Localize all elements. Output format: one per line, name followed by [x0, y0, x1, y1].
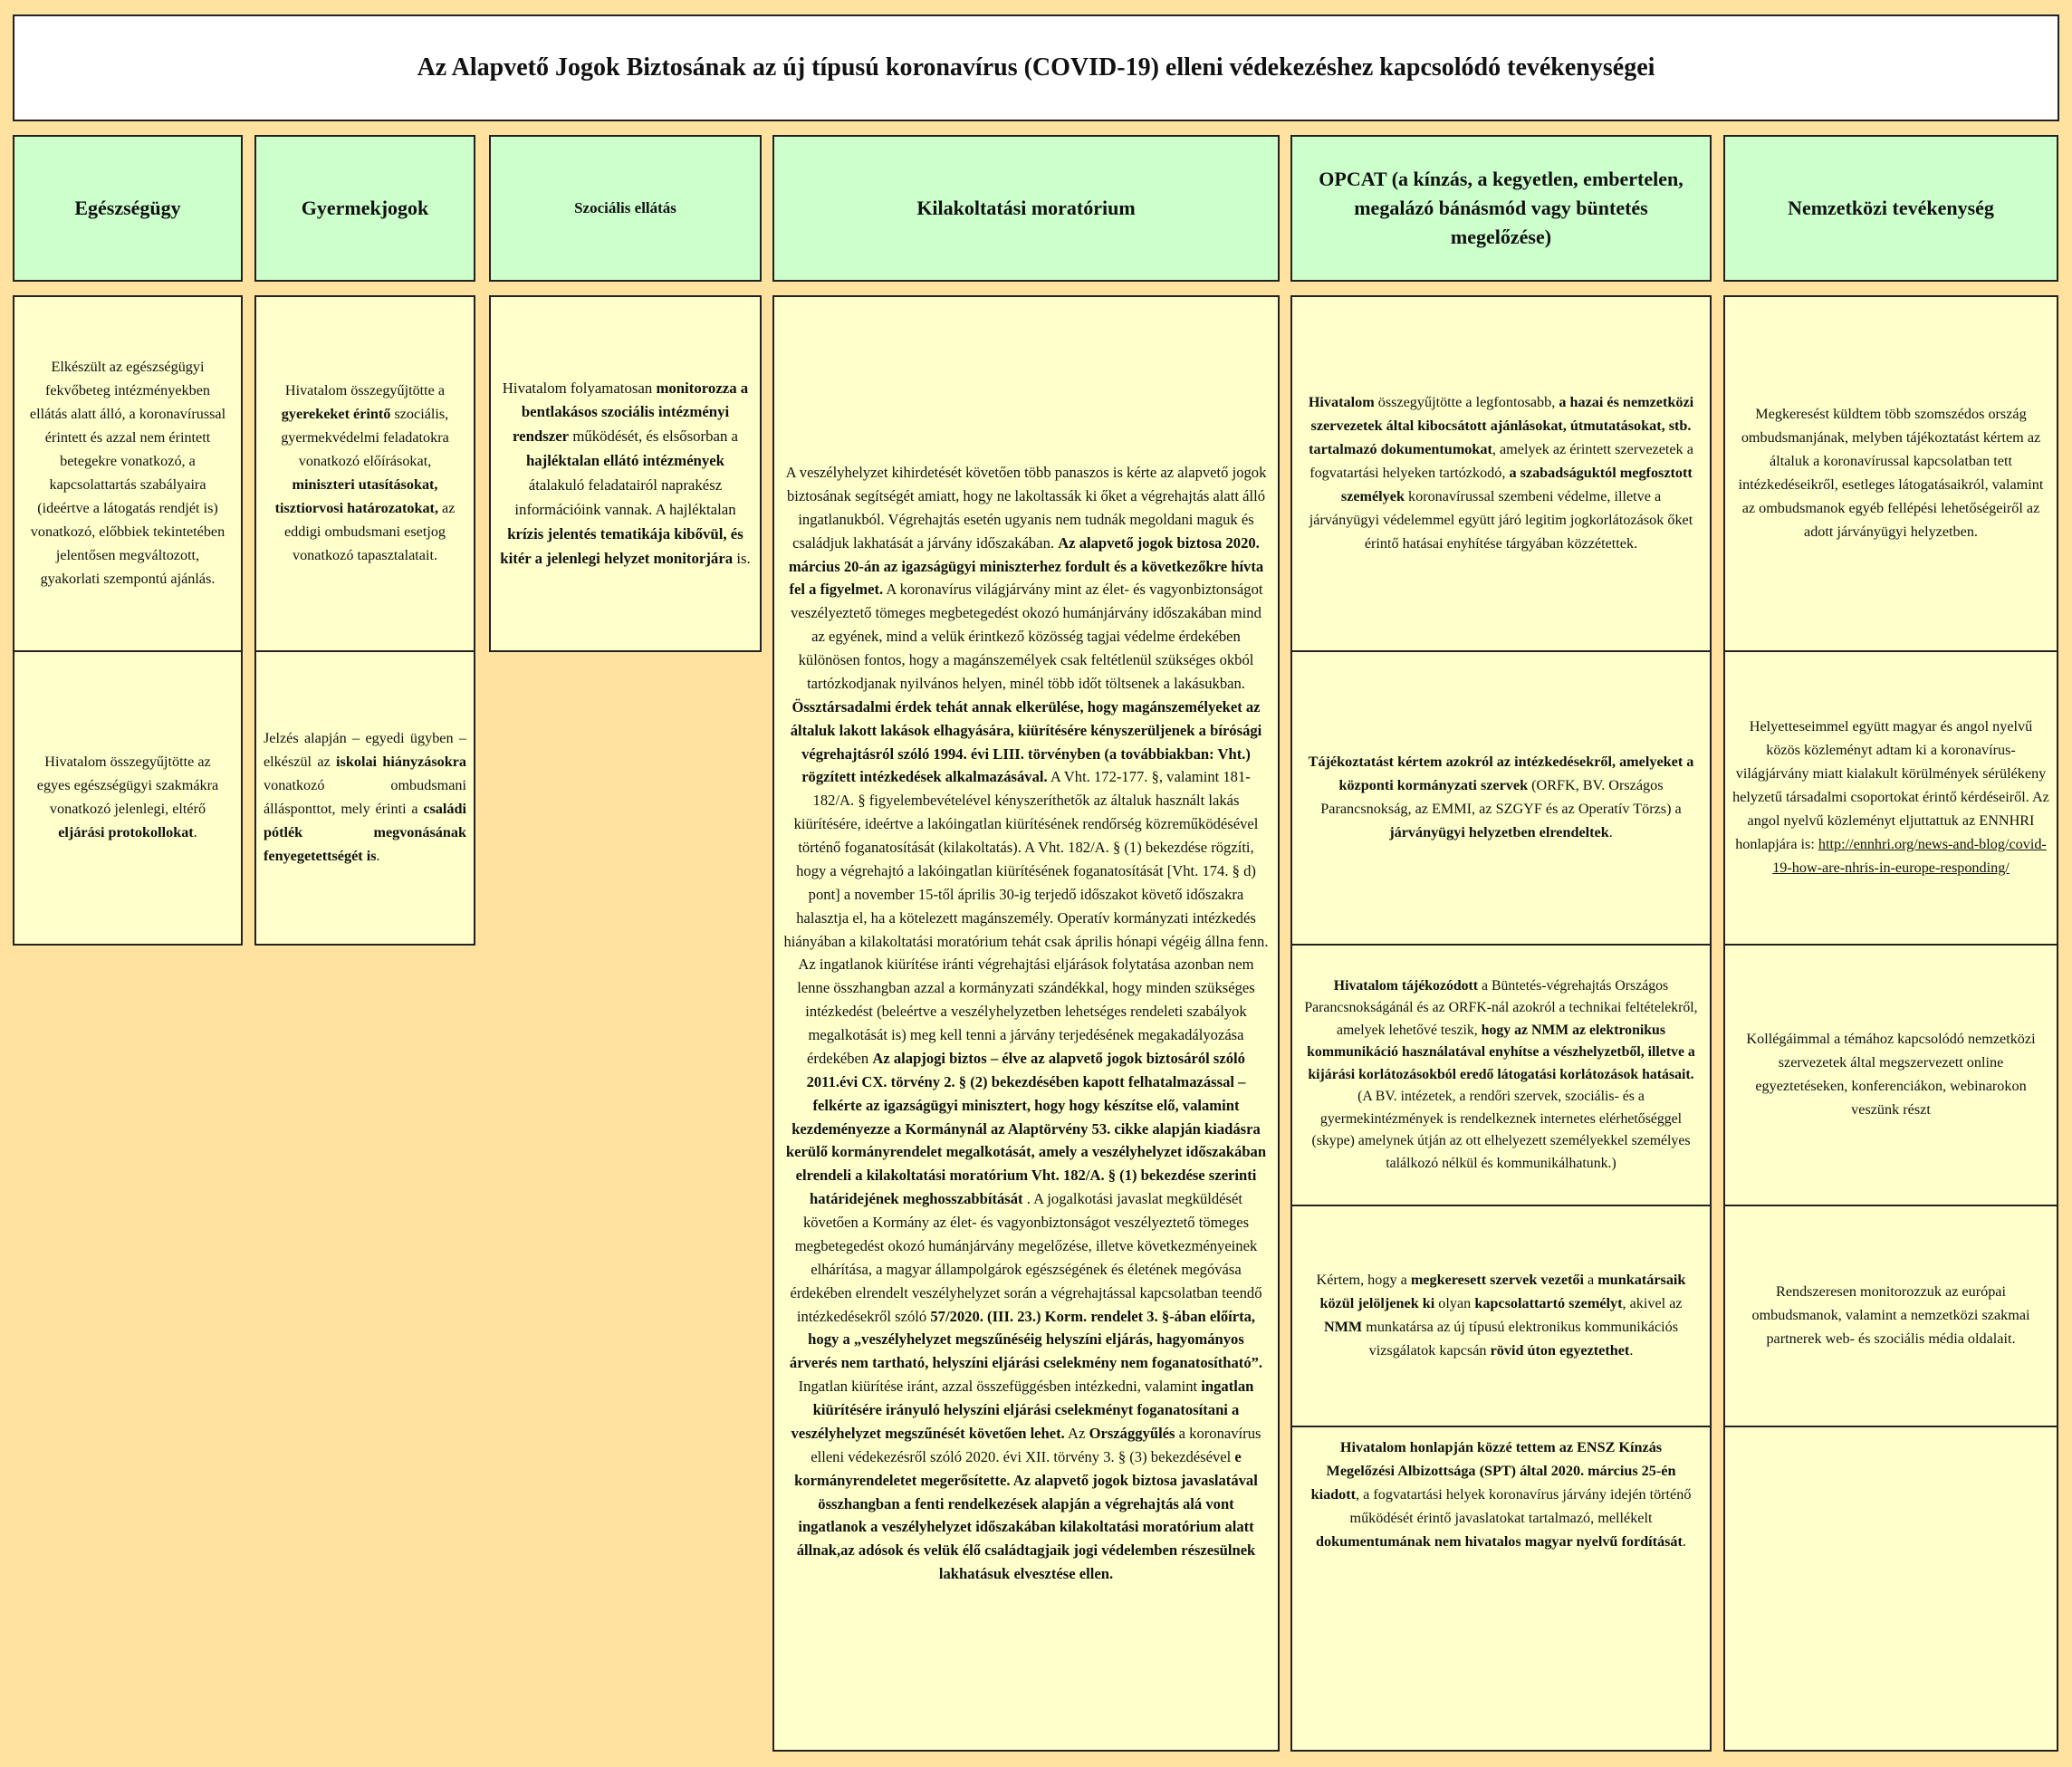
opcat-cell-2 [1290, 650, 1712, 946]
children-text-1: Hivatalom összegyűjtötte a gyerekeket érintő szociális, gyermekvédelmi feladatokra vonatkozó előírásokat, miniszteri utasításokat, tisztiorvosi határozatokat, az eddigi ombudsmani esetjog vonatkozó tapasztalatait. [274, 382, 456, 563]
international-cell-2 [1723, 650, 2058, 946]
opcat-text-3: Hivatalom tájékozódott a Büntetés-végrehajtás Országos Parancsnokságánál és az ORFK-nál azokról a technikai feltételekről, amelyek lehetővé teszik, hogy az NMM az elektronikus kommunikáció használatával enyhítse a vészhelyzetből, illetve a kijárási korlátozásokból eredő látogatási korlátozások hatásait. (A BV. intézetek, a rendőri szervek, szociális- és a gyermekintézmények is rendelkeznek internetes elérhetőséggel (skype) amelynek útján az ott elhelyezett személyekkel személyes találkozó nélkül és kommunikálhatunk.) [1304, 977, 1698, 1171]
international-text-4: Rendszeresen monitorozzuk az európai ombudsmanok, valamint a nemzetközi szakmai partnerek web- és szociális média oldalait. [1751, 1283, 2030, 1347]
international-text-1: Megkeresést küldtem több szomszédos ország ombudsmanjának, melyben tájékoztatást kértem az általuk a koronavírussal kapcsolatban tett intézkedéseikről, esetleges látogatásaikról, valamint az ombudsmanok egyéb fellépési lehetőségeiről az adott járványügyi helyzetben. [1738, 406, 2044, 540]
header-international-label: Nemzetközi tevékenység [1788, 197, 1994, 219]
header-health [13, 135, 243, 282]
social-cell-1 [489, 295, 762, 652]
social-text-1: Hivatalom folyamatosan monitorozza a bentlakásos szociális intézményi rendszer működését, és elsősorban a hajléktalan ellátó intézmények átalakuló feladatairól naprakész információink vannak. A hajléktalan krízis jelentés tematikája kibővül, és kitér a jelenlegi helyzet monitorjára is. [500, 379, 751, 567]
opcat-text-4: Kértem, hogy a megkeresett szervek vezetői a munkatársaik közül jelöljenek ki olyan kapcsolattartó személyt, akivel az NMM munkatársa az új típusú elektronikus kommunikációs vizsgálatok kapcsán rövid úton egyeztethet. [1316, 1272, 1686, 1359]
health-text-2: Hivatalom összegyűjtötte az egyes egészségügyi szakmákra vonatkozó jelenlegi, eltérő eljárási protokollokat. [36, 754, 219, 840]
international-cell-3 [1723, 944, 2058, 1206]
opcat-cell-1 [1290, 295, 1712, 652]
opcat-cell-4 [1290, 1205, 1712, 1427]
header-social-label: Szociális ellátás [574, 199, 676, 216]
health-text-1: Elkészült az egészségügyi fekvőbeteg intézményekben ellátás alatt álló, a koronavírussal érintett és azzal nem érintett betegekre vonatkozó, a kapcsolattartás szabályaira (ideértve a látogatás rendjét is) vonatkozó, előbbiek tekintetében jelentősen megváltozott, gyakorlati szempontú ajánlás. [29, 359, 226, 587]
international-cell-5 [1723, 1426, 2058, 1752]
health-cell-1 [13, 295, 243, 652]
opcat-text-1: Hivatalom összegyűjtötte a legfontosabb, a hazai és nemzetközi szervezetek által kibocsátott ajánlásokat, útmutatásokat, stb. tartalmazó dokumentumokat, amelyek az érintett szervezetek a fogvatartási helyeken tartózkodó, a szabadságuktól megfosztott személyek koronavírussal szembeni védelme, illetve a járványügyi védelemmel együtt járó legitim jogkorlátozások őket érintő hatásai enyhítése tárgyában közzétettek. [1308, 394, 1694, 552]
opcat-cell-5 [1290, 1426, 1712, 1752]
header-international [1723, 135, 2058, 282]
opcat-cell-3 [1290, 944, 1712, 1206]
eviction-text: A veszélyhelyzet kihirdetését követően több panaszos is kérte az alapvető jogok biztosának segítségét amiatt, hogy ne lakoltassák ki őket a végrehajtás alatt álló ingatlanukból. Végrehajtás esetén ugyanis nem tudnák megoldani maguk és családjuk lakhatását a járvány időszakában. Az alapvető jogok biztosa 2020. március 20-án az igazságügyi miniszterhez fordult és a következőkre hívta fel a figyelmet. A koronavírus világjárvány mint az élet- és vagyonbiztonságot veszélyeztető tömeges megbetegedést okozó humánjárvány időszakában mind az egyének, mind a velük érintkező közösség tagjai védelme érdekében különösen fontos, hogy a magánszemélyek csak feltétlenül szükséges okból tartózkodjanak nyilvános helyen, minél több időt töltsenek a lakásukban. Össztársadalmi érdek tehát annak elkerülése, hogy magánszemélyeket az általuk lakott lakások elhagyására, kiürítésére kényszerüljenek a bírósági végrehajtásról szóló 1994. évi LIII. törvényben (a továbbiakban: Vht.) rögzített intézkedések alkalmazásával. A Vht. 172-177. §, valamint 181-182/A. § figyelembevételével kényszeríthetők az általuk használt lakás kiürítésére, ideértve a lakóingatlan kiürítésének rendőrség közreműködésével történő foganatosítását (kilakoltatás). A Vht. 182/A. § (1) bekezdése rögzíti, hogy a végrehajtó a lakóingatlan kiürítésének foganatosítását [Vht. 174. § d) pont] a november 15-től április 30-ig terjedő időszakot követő időszakra halasztja el, ha a kötelezett magánszemély. Operatív kormányzati intézkedés hiányában a kilakoltatási moratórium tehát csak április hónapi végéig állna fenn. Az ingatlanok kiürítése iránti végrehajtási eljárások folytatása azonban nem lenne összhangban azzal a kormányzati szándékkal, hogy minden szükséges intézkedést (beleértve a veszélyhelyzetben lehetséges rendeleti szabályok megalkotását is) meg kell tenni a járvány terjedésének megakadályozása érdekében Az alapjogi biztos – élve az alapvető jogok biztosáról szóló 2011.évi CX. törvény 2. § (2) bekezdésében kapott felhatalmazással – felkérte az igazságügyi minisztert, hogy hogy készítse elő, valamint kezdeményezze a Kormánynál az Alaptörvény 53. cikke alapján kiadásra kerülő kormányrendelet megalkotását, amely a veszélyhelyzet időszakában elrendeli a kilakoltatási moratórium Vht. 182/A. § (1) bekezdése szerinti határidejének meghosszabbítását . A jogalkotási javaslat megküldését követően a Kormány az élet- és vagyonbiztonságot veszélyeztető tömeges megbetegedést okozó humánjárvány megelőzése, illetve következményeinek elhárítása, a magyar állampolgárok egészségének és életének megóvása érdekében elrendelt veszélyhelyzet során a végrehajtással kapcsolatban teendő intézkedésekről szóló 57/2020. (III. 23.) Korm. rendelet 3. §-ában előírta, hogy a „veszélyhelyzet megszűnéséig helyszíni eljárás, hagyományos árverés nem tartható, helyszíni eljárási cselekmény nem foganatosítható”. Ingatlan kiürítése iránt, azzal összefüggésben intézkedni, valamint ingatlan kiürítésére irányuló helyszíni eljárási cselekményt foganatosítani a veszélyhelyzet megszűnését követően lehet. Az Országgyűlés a koronavírus elleni védekezésről szóló 2020. évi XII. törvény 3. § (3) bekezdésével e kormányrendeletet megerősítette. Az alapvető jogok biztosa javaslatával összhangban a fenti rendelkezések alapján a végrehajtás alá vont ingatlanok a veszélyhelyzet időszakában kilakoltatási moratórium alatt állnak,az adósok és velük élő családtagjaik jogi védelemben részesülnek lakhatásuk elvesztése ellen. [783, 464, 1269, 1583]
international-cell-1 [1723, 295, 2058, 652]
header-social [489, 135, 762, 282]
international-text-2: Helyetteseimmel együtt magyar és angol nyelvű közös közleményt adtam ki a koronavírus-világjárvány miatt kialakult körülmények sérülékeny helyzetű társadalmi csoportokat érintő kérdéseiről. Az angol nyelvű közleményt eljuttattuk az ENNHRI honlapjára is: http://ennhri.org/news-and-blog/covid-19-how-are-nhris-in-europe-responding/ [1732, 718, 2049, 876]
children-cell-2 [254, 650, 475, 946]
opcat-text-2: Tájékoztatást kértem azokról az intézkedésekről, amelyeket a központi kormányzati szervek (ORFK, BV. Országos Parancsnokság, az EMMI, az SZGYF és az Operatív Törzs) a járványügyi helyzetben elrendeltek. [1308, 754, 1694, 840]
header-opcat [1290, 135, 1712, 282]
header-health-label: Egészségügy [74, 197, 181, 219]
international-cell-4 [1723, 1205, 2058, 1427]
eviction-cell [772, 295, 1280, 1752]
header-children-label: Gyermekjogok [301, 197, 429, 219]
children-text-2: Jelzés alapján – egyedi ügyben – elkészül az iskolai hiányzásokra vonatkozó ombudsmani állásponttot, mely érinti a családi pótlék megvonásának fenyegetettségét is. [264, 730, 466, 864]
header-eviction-label: Kilakoltatási moratórium [916, 197, 1136, 219]
page-title [13, 14, 2059, 121]
children-cell-1 [254, 295, 475, 652]
ennhri-link[interactable]: http://ennhri.org/news-and-blog/covid-19-how-are-nhris-in-europe-responding/ [1772, 835, 2047, 876]
health-cell-2 [13, 650, 243, 946]
opcat-text-5: Hivatalom honlapján közzé tettem az ENSZ Kínzás Megelőzési Albizottsága (SPT) által 2020. március 25-én kiadott, a fogvatartási helyek koronavírus járvány idején történő működését érintő javaslatokat tartalmazó, mellékelt dokumentumának nem hivatalos magyar nyelvű fordítását. [1310, 1439, 1692, 1550]
header-children [254, 135, 475, 282]
header-eviction [772, 135, 1280, 282]
header-opcat-label: OPCAT (a kínzás, a kegyetlen, embertelen, megalázó bánásmód vagy büntetés megelőzése) [1319, 168, 1684, 248]
page-title-text: Az Alapvető Jogok Biztosának az új típusú koronavírus (COVID-19) elleni védekezéshez kapcsolódó tevékenységei [417, 53, 1655, 82]
international-text-3: Kollégáimmal a témához kapcsolódó nemzetközi szervezetek által megszervezett online egyeztetéseken, konferenciákon, webinarokon veszünk részt [1746, 1031, 2036, 1118]
